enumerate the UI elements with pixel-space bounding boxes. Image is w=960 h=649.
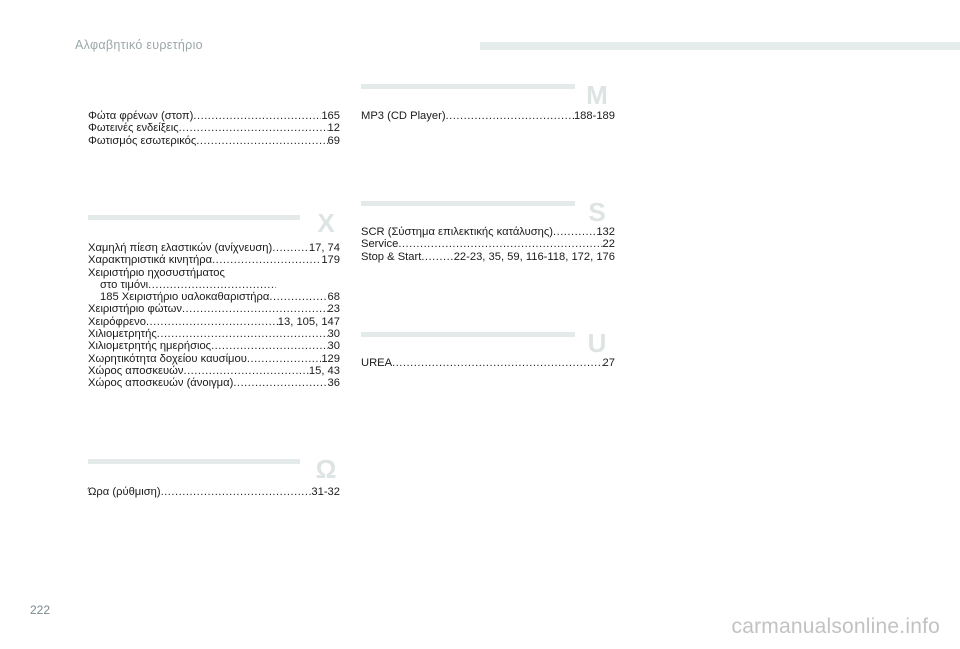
section-m-letter: M [586, 80, 608, 110]
index-entry[interactable]: Χειριστήριο ηχοσυστήματος [88, 266, 225, 279]
index-entry[interactable]: Χιλιομετρητής ..... 30 [88, 328, 340, 340]
index-entry[interactable]: Service ..... 22 [361, 238, 615, 250]
section-s-letter: S [588, 197, 606, 227]
header-rule [480, 42, 960, 50]
index-entry[interactable]: Χειρόφρενο ..... 13, 105, 147 [88, 316, 340, 328]
index-entry[interactable]: στο τιμόνι ..... [88, 279, 276, 291]
index-entry[interactable]: Φώτα φρένων (στοπ) ..... 165 [88, 110, 340, 122]
index-entry[interactable]: UREA ..... 27 [361, 357, 615, 369]
section-u-entries [361, 357, 615, 369]
index-entry[interactable]: Χειριστήριο φώτων ..... 23 [88, 303, 340, 315]
index-entry[interactable]: Φωτισμός εσωτερικός ..... 69 [88, 135, 340, 147]
section-u-rule [361, 332, 575, 337]
section-s-rule [361, 201, 575, 206]
section-omega-entries [88, 486, 340, 498]
section-omega-rule [88, 459, 300, 464]
index-entry[interactable]: 185 Χειριστήριο υαλοκαθαριστήρα ..... 68 [88, 291, 340, 303]
page-number: 222 [30, 603, 51, 617]
section-chi-letter: Χ [317, 208, 335, 238]
section-omega-letter: Ω [315, 454, 337, 484]
section-m-entries [361, 110, 615, 122]
index-entry[interactable]: Χιλιομετρητής ημερήσιος ..... 30 [88, 340, 340, 352]
watermark: carmanualsonline.info [731, 615, 940, 638]
index-entry[interactable]: Χαρακτηριστικά κινητήρα ..... 179 [88, 254, 340, 266]
index-entry[interactable]: Stop & Start ..... 22-23, 35, 59, 116-118, 172, 176 [361, 251, 615, 263]
section-s-entries [361, 226, 615, 263]
section-u-letter: U [587, 328, 607, 358]
page-header-title: Αλφαβητικό ευρετήριο [75, 38, 203, 52]
section-m-rule [361, 84, 575, 89]
index-entry[interactable]: MP3 (CD Player) ..... 188-189 [361, 110, 615, 122]
index-entry[interactable]: Ώρα (ρύθμιση) ..... 31-32 [88, 486, 340, 498]
index-entry[interactable]: SCR (Σύστημα επιλεκτικής κατάλυσης) ..... 132 [361, 226, 615, 238]
section-phi-entries [88, 110, 340, 147]
index-entry[interactable]: Χαμηλή πίεση ελαστικών (ανίχνευση) ..... 17, 74 [88, 242, 340, 254]
index-entry[interactable]: Φωτεινές ενδείξεις ..... 12 [88, 122, 340, 134]
index-entry[interactable]: Χώρος αποσκευών (άνοιγμα) ..... 36 [88, 377, 340, 389]
index-entry[interactable]: Χωρητικότητα δοχείου καυσίμου ..... 129 [88, 353, 340, 365]
section-chi-rule [88, 215, 300, 220]
section-chi-entries [88, 242, 340, 390]
index-entry[interactable]: Χώρος αποσκευών ..... 15, 43 [88, 365, 340, 377]
